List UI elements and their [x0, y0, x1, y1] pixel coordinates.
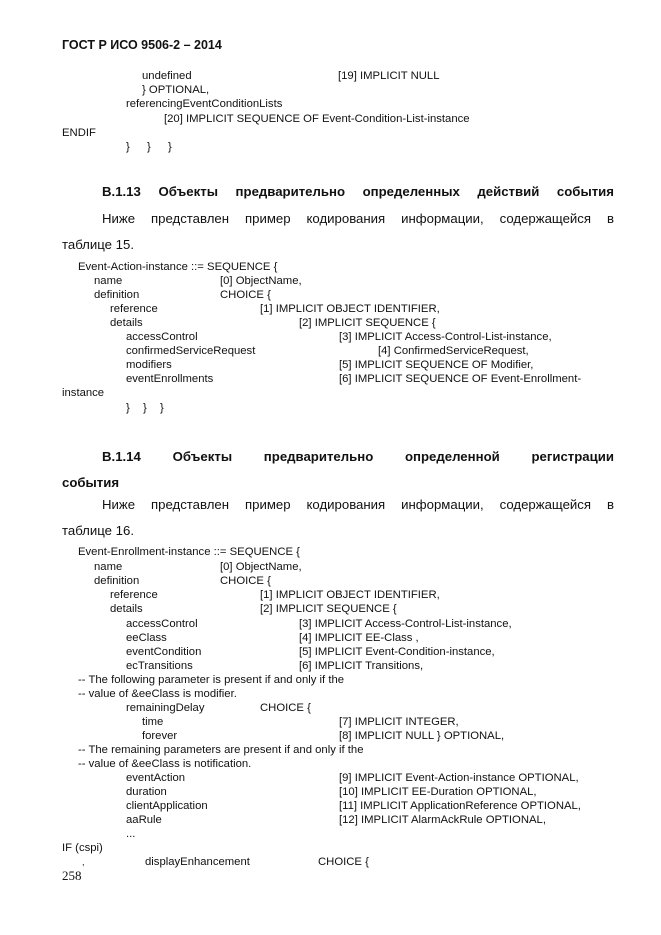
code-text: [10] IMPLICIT EE-Duration OPTIONAL,: [339, 786, 537, 798]
code-text: IF (cspi): [62, 842, 103, 854]
code-text: eeClass: [126, 632, 167, 644]
code-text: [6] IMPLICIT SEQUENCE OF Event-Enrollment-: [339, 373, 582, 385]
code-text: }: [143, 402, 147, 414]
code-text: [1] IMPLICIT OBJECT IDENTIFIER,: [260, 303, 440, 315]
code-text: [19] IMPLICIT NULL: [338, 70, 440, 82]
para-word: в: [606, 211, 614, 226]
heading-word: Объекты: [158, 184, 218, 199]
code-text: [9] IMPLICIT Event-Action-instance OPTIONAL,: [339, 772, 579, 784]
heading-word: события: [556, 184, 614, 199]
page-number: 258: [62, 868, 82, 883]
code-text: definition: [94, 289, 140, 301]
code-text: }: [147, 141, 151, 153]
code-text: [5] IMPLICIT SEQUENCE OF Modifier,: [339, 359, 534, 371]
code-text: [0] ObjectName,: [220, 561, 302, 573]
code-text: name: [94, 561, 123, 573]
code-text: reference: [110, 589, 158, 601]
code-text: time: [142, 716, 164, 728]
paragraph-14-line2: таблице 16.: [62, 523, 134, 538]
code-comment: -- value of &eeClass is notification.: [78, 758, 252, 770]
code-text: [2] IMPLICIT SEQUENCE {: [260, 603, 397, 615]
code-comment: -- The following parameter is present if and only if the: [78, 674, 345, 686]
code-text: name: [94, 275, 123, 287]
para-word: представлен: [150, 211, 230, 226]
code-text: eventEnrollments: [126, 373, 214, 385]
code-text: CHOICE {: [220, 575, 271, 587]
paragraph-13-line2: таблице 15.: [62, 237, 134, 252]
code-text: definition: [94, 575, 140, 587]
heading-word: В.1.13: [102, 184, 141, 199]
para-word: пример: [244, 211, 291, 226]
code-comment: -- The remaining parameters are present if and only if the: [78, 744, 364, 756]
para-word: информации,: [401, 211, 484, 226]
code-text: referencingEventConditionLists: [126, 98, 283, 110]
code-text: [11] IMPLICIT ApplicationReference OPTIONAL,: [339, 800, 581, 812]
code-text: [8] IMPLICIT NULL } OPTIONAL,: [339, 730, 505, 742]
code-text: ,: [82, 857, 85, 867]
heading-word: определенной: [404, 449, 500, 464]
code-text: Event-Action-instance ::= SEQUENCE {: [78, 261, 278, 273]
code-text: [5] IMPLICIT Event-Condition-instance,: [299, 646, 495, 658]
para-word: Ниже: [102, 211, 136, 226]
code-text: ...: [126, 828, 136, 840]
code-text: displayEnhancement: [145, 856, 250, 868]
code-text: undefined: [142, 70, 192, 82]
code-text: modifiers: [126, 359, 172, 371]
paragraph-14-line1: [102, 497, 614, 512]
heading-word: В.1.14: [102, 449, 141, 464]
code-text: accessControl: [126, 618, 198, 630]
code-text: clientApplication: [126, 800, 208, 812]
code-text: ecTransitions: [126, 660, 193, 672]
code-text: }: [168, 141, 172, 153]
code-text: instance: [62, 387, 105, 399]
code-text: [12] IMPLICIT AlarmAckRule OPTIONAL,: [339, 814, 546, 826]
code-text: details: [110, 317, 143, 329]
code-text: }: [160, 402, 164, 414]
code-text: [1] IMPLICIT OBJECT IDENTIFIER,: [260, 589, 440, 601]
heading-word: Объекты: [172, 449, 233, 464]
para-word: Ниже: [102, 497, 136, 512]
para-word: в: [606, 497, 614, 512]
para-word: содержащейся: [499, 497, 592, 512]
code-text: [0] ObjectName,: [220, 275, 302, 287]
code-text: Event-Enrollment-instance ::= SEQUENCE {: [78, 546, 300, 558]
code-text: aaRule: [126, 814, 162, 826]
para-word: представлен: [150, 497, 230, 512]
para-word: содержащейся: [499, 211, 592, 226]
para-word: информации,: [401, 497, 484, 512]
code-text: remainingDelay: [126, 702, 205, 714]
code-text: } OPTIONAL,: [142, 84, 210, 96]
code-comment: -- value of &eeClass is modifier.: [78, 688, 237, 700]
code-text: CHOICE {: [318, 856, 369, 868]
heading-word: предварительно: [235, 184, 346, 199]
section-heading-14: [102, 449, 614, 464]
code-text: [4] ConfirmedServiceRequest,: [378, 345, 529, 357]
code-text: [7] IMPLICIT INTEGER,: [339, 716, 459, 728]
para-word: кодирования: [306, 211, 386, 226]
code-text: eventCondition: [126, 646, 202, 658]
paragraph-13-line1: [102, 211, 614, 226]
section-heading-14-line2: события: [62, 475, 120, 490]
code-text: [4] IMPLICIT EE-Class ,: [299, 632, 419, 644]
page-header: ГОСТ Р ИСО 9506-2 – 2014: [62, 38, 222, 52]
code-text: [3] IMPLICIT Access-Control-List-instance,: [299, 618, 512, 630]
code-text: CHOICE {: [260, 702, 311, 714]
section-heading-13: [102, 184, 614, 199]
code-text: confirmedServiceRequest: [126, 345, 256, 357]
code-text: accessControl: [126, 331, 198, 343]
code-text: forever: [142, 730, 178, 742]
code-text: }: [126, 141, 130, 153]
heading-word: регистрации: [531, 449, 614, 464]
code-text: details: [110, 603, 143, 615]
code-text: [3] IMPLICIT Access-Control-List-instance,: [339, 331, 552, 343]
code-text: duration: [126, 786, 167, 798]
heading-word: действий: [477, 184, 540, 199]
code-text: reference: [110, 303, 158, 315]
heading-word: предварительно: [263, 449, 374, 464]
code-text: ENDIF: [62, 127, 96, 139]
code-text: [20] IMPLICIT SEQUENCE OF Event-Condition-List-instance: [164, 113, 470, 125]
code-text: [6] IMPLICIT Transitions,: [299, 660, 424, 672]
para-word: кодирования: [306, 497, 386, 512]
para-word: пример: [244, 497, 291, 512]
code-text: }: [126, 402, 130, 414]
code-text: [2] IMPLICIT SEQUENCE {: [299, 317, 436, 329]
code-text: eventAction: [126, 772, 186, 784]
code-text: CHOICE {: [220, 289, 271, 301]
heading-word: определенных: [362, 184, 460, 199]
